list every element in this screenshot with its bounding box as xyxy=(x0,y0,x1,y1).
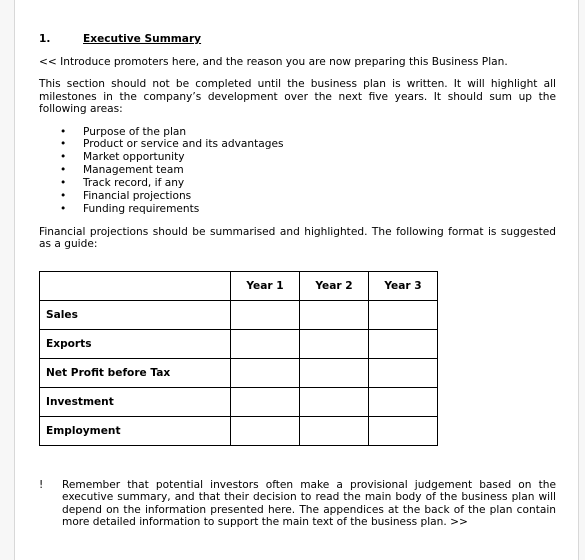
list-item-label: Purpose of the plan xyxy=(83,125,187,138)
table-row xyxy=(40,358,438,387)
exclamation-icon: ! xyxy=(39,478,44,491)
document-content xyxy=(39,33,556,529)
table-cell[interactable] xyxy=(369,358,438,387)
table-row xyxy=(40,387,438,416)
list-item xyxy=(39,203,556,216)
areas-list xyxy=(39,126,556,216)
description-paragraph: This section should not be completed until the business plan is written. It will highlight all milestones in the company’s development over the next five years. It should sum up the following areas: xyxy=(39,78,556,115)
projections-paragraph: Financial projections should be summarised and highlighted. The following format is suggested as a guide: xyxy=(39,225,556,251)
table-cell[interactable] xyxy=(300,300,369,329)
table-cell[interactable] xyxy=(369,416,438,445)
bullet-icon: • xyxy=(60,190,67,203)
bullet-icon: • xyxy=(60,151,67,164)
table-cell[interactable] xyxy=(369,387,438,416)
financial-projections-table xyxy=(39,271,438,446)
section-title: Executive Summary xyxy=(83,33,202,45)
table-row xyxy=(40,329,438,358)
bullet-icon: • xyxy=(60,177,67,190)
column-header: Year 1 xyxy=(231,271,300,300)
investor-note xyxy=(39,479,556,529)
table-cell[interactable] xyxy=(300,329,369,358)
row-label: Employment xyxy=(40,416,231,445)
bullet-icon: • xyxy=(60,138,67,151)
row-label: Investment xyxy=(40,387,231,416)
column-header: Year 3 xyxy=(369,271,438,300)
bullet-icon: • xyxy=(60,202,67,215)
list-item xyxy=(39,164,556,177)
row-label: Net Profit before Tax xyxy=(40,358,231,387)
table-row xyxy=(40,416,438,445)
row-label: Exports xyxy=(40,329,231,358)
row-label: Sales xyxy=(40,300,231,329)
list-item-label: Product or service and its advantages xyxy=(83,138,284,151)
list-item xyxy=(39,138,556,151)
table-cell[interactable] xyxy=(231,329,300,358)
table-cell[interactable] xyxy=(231,300,300,329)
table-header-row xyxy=(40,271,438,300)
list-item-label: Funding requirements xyxy=(83,202,200,215)
table-cell[interactable] xyxy=(231,416,300,445)
note-text: Remember that potential investors often make a provisional judgement based on the executive summary, and that their decision to read the main body of the business plan will depend on the information presented here. The appendices at the back of the plan contain more detailed information to support the main text of the business plan. >> xyxy=(62,478,556,529)
table-row xyxy=(40,300,438,329)
table-cell[interactable] xyxy=(300,387,369,416)
table-corner-cell xyxy=(40,271,231,300)
table-cell[interactable] xyxy=(369,300,438,329)
list-item xyxy=(39,151,556,164)
bullet-icon: • xyxy=(60,125,67,138)
table-cell[interactable] xyxy=(369,329,438,358)
bullet-icon: • xyxy=(60,164,67,177)
table-cell[interactable] xyxy=(231,358,300,387)
list-item xyxy=(39,190,556,203)
table-cell[interactable] xyxy=(300,416,369,445)
list-item-label: Market opportunity xyxy=(83,151,185,164)
table-cell[interactable] xyxy=(300,358,369,387)
list-item xyxy=(39,126,556,139)
intro-paragraph: << Introduce promoters here, and the reason you are now preparing this Business Plan. xyxy=(39,55,508,68)
column-header: Year 2 xyxy=(300,271,369,300)
section-number: 1. xyxy=(39,33,51,45)
list-item-label: Financial projections xyxy=(83,190,192,203)
list-item-label: Management team xyxy=(83,164,184,177)
list-item-label: Track record, if any xyxy=(83,177,185,190)
table-cell[interactable] xyxy=(231,387,300,416)
document-page xyxy=(14,0,579,560)
list-item xyxy=(39,177,556,190)
section-heading xyxy=(39,33,556,46)
